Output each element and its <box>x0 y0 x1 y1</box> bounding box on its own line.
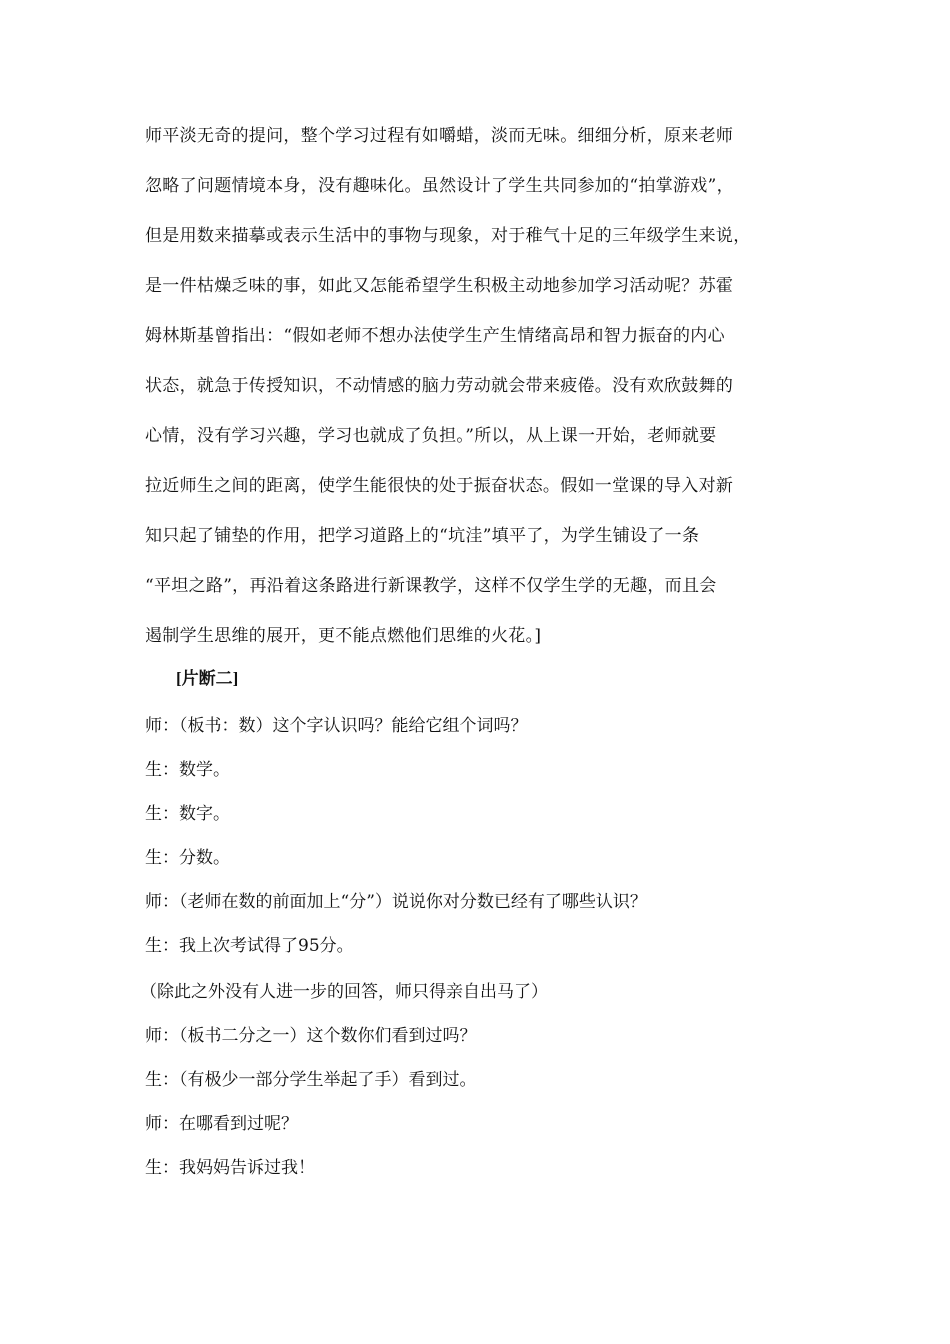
dialog-line: 生：我妈妈告诉过我！ <box>145 1158 315 1178</box>
dialog-line: 生：（有极少一部分学生举起了手）看到过。 <box>145 1070 477 1090</box>
dialog-line: 师：（板书：数）这个字认识吗？能给它组个词吗？ <box>145 716 528 736</box>
paragraph-line: 姆林斯基曾指出：“假如老师不想办法使学生产生情绪高昂和智力振奋的内心 <box>145 326 725 346</box>
paragraph-line: 状态，就急于传授知识，不动情感的脑力劳动就会带来疲倦。没有欢欣鼓舞的 <box>145 376 734 396</box>
dialog-line: 师：（板书二分之一）这个数你们看到过吗？ <box>145 1026 477 1046</box>
paragraph-line: 心情，没有学习兴趣，学习也就成了负担。”所以，从上课一开始，老师就要 <box>145 426 717 446</box>
paragraph-line: “平坦之路”，再沿着这条路进行新课教学，这样不仅学生学的无趣，而且会 <box>145 576 717 596</box>
dialog-line: 生：数字。 <box>145 804 230 824</box>
section-heading: [片断二] <box>176 669 239 688</box>
dialog-line: 生：分数。 <box>145 848 230 868</box>
dialog-line: 生：数学。 <box>145 760 230 780</box>
dialog-line: 生：我上次考试得了95分。 <box>145 936 354 956</box>
paragraph-line: 师平淡无奇的提问，整个学习过程有如嚼蜡，淡而无味。细细分析，原来老师 <box>145 126 734 146</box>
paragraph-line: 知只起了铺垫的作用，把学习道路上的“坑洼”填平了，为学生铺设了一条 <box>145 526 700 546</box>
dialog-line: （除此之外没有人进一步的回答，师只得亲自出马了） <box>140 982 548 1002</box>
paragraph-line: 是一件枯燥乏味的事，如此又怎能希望学生积极主动地参加学习活动呢？苏霍 <box>145 276 734 296</box>
dialog-line: 师：（老师在数的前面加上“分”）说说你对分数已经有了哪些认识？ <box>145 892 647 912</box>
paragraph-line: 但是用数来描摹或表示生活中的事物与现象，对于稚气十足的三年级学生来说， <box>145 226 751 246</box>
paragraph-line: 忽略了问题情境本身，没有趣味化。虽然设计了学生共同参加的“拍掌游戏”， <box>145 176 734 196</box>
paragraph-line: 遏制学生思维的展开，更不能点燃他们思维的火花。] <box>145 626 542 646</box>
dialog-line: 师：在哪看到过呢？ <box>145 1114 298 1134</box>
paragraph-line: 拉近师生之间的距离，使学生能很快的处于振奋状态。假如一堂课的导入对新 <box>145 476 734 496</box>
